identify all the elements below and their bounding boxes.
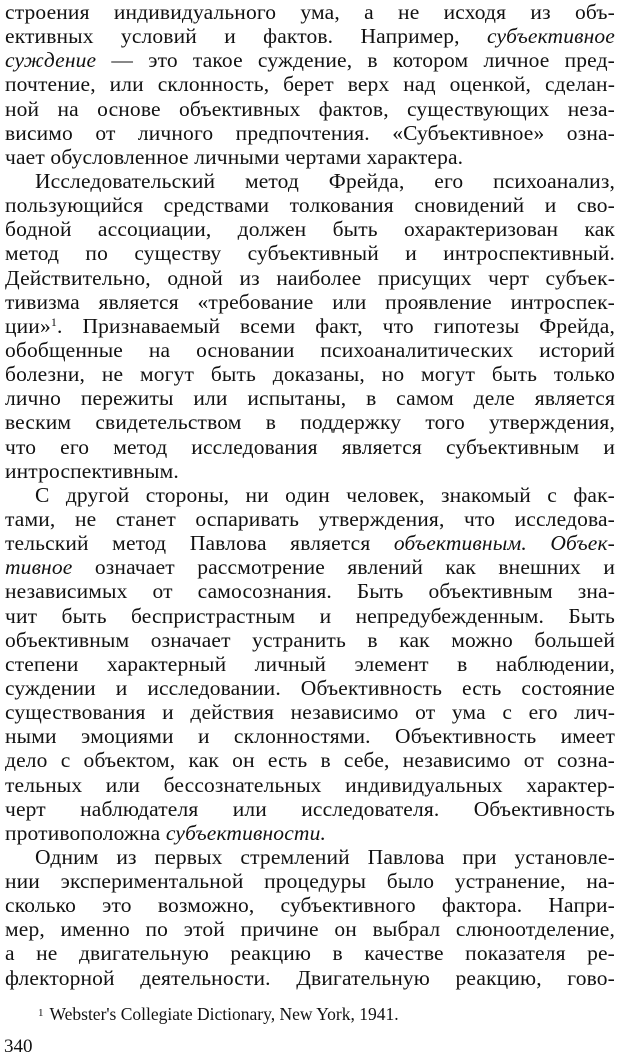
text-run: ной на основе объективных фактов, существующих неза- [5, 96, 615, 121]
text-run: что его метод исследования является субъективным и [5, 434, 615, 459]
footnote [38, 1002, 399, 1025]
text-line [5, 435, 615, 459]
text-run: . Признаваемый всеми факт, что гипотезы Фрейда, [57, 313, 615, 338]
text-line [5, 97, 615, 121]
text-line [5, 386, 615, 410]
text-run: нии экспериментальной процедуры было устранение, на- [5, 869, 615, 894]
text-line [5, 241, 615, 265]
text-line [5, 410, 615, 434]
italic-term: тивное [5, 555, 73, 580]
text-run: тельский метод Павлова является [5, 531, 394, 556]
text-line [5, 48, 615, 72]
text-run: обобщенные на основании психоаналитических историй [5, 337, 615, 362]
text-run: бодной ассоциации, должен быть охарактеризован как [5, 217, 615, 242]
text-line [5, 773, 615, 797]
text-line [5, 869, 615, 893]
text-line [5, 676, 615, 700]
text-run: болезни, не могут быть доказаны, но могут быть только [5, 362, 615, 387]
text-run: метод по существу субъективный и интроспективный. [5, 241, 615, 266]
text-line [5, 555, 615, 579]
text-run: ции» [5, 313, 51, 338]
text-line [5, 314, 615, 338]
text-run: означает рассмотрение явлений как внешних и [72, 555, 615, 580]
text-run: веским свидетельством в поддержку того утверждения, [5, 410, 615, 435]
text-line [5, 24, 615, 48]
footnote-text: Webster's Collegiate Dictionary, New York, 1941. [49, 1004, 399, 1024]
text-line [5, 459, 615, 483]
italic-term: субъективности. [165, 820, 326, 845]
text-line [5, 941, 615, 965]
text-line [5, 652, 615, 676]
text-run: черт наблюдателя или исследователя. Объективность [5, 796, 615, 821]
text-run: почтение, или склонность, берет верх над оценкой, сделан- [5, 72, 615, 97]
text-line [5, 579, 615, 603]
text-run: суждении и исследовании. Объективность есть состояние [5, 675, 615, 700]
text-line [5, 266, 615, 290]
footnote-reference: 1 [50, 314, 58, 329]
text-line [5, 917, 615, 941]
text-line [5, 290, 615, 314]
text-run: Действительно, одной из наиболее присущих черт субъек- [5, 265, 615, 290]
text-line [5, 169, 615, 193]
text-line [5, 362, 615, 386]
text-run: тивизма является «требование или проявление интроспек- [5, 289, 615, 314]
text-line [5, 797, 615, 821]
text-line [5, 483, 615, 507]
text-run: объективным означает устранить в как можно большей [5, 627, 615, 652]
text-run: тельных или бессознательных индивидуальных характер- [5, 772, 615, 797]
text-line [5, 72, 615, 96]
text-run: сколько это возможно, субъективного фактора. Напри- [5, 893, 615, 918]
text-line [5, 121, 615, 145]
text-line [5, 193, 615, 217]
text-line [5, 700, 615, 724]
text-run: противоположна [5, 820, 166, 845]
text-line [5, 628, 615, 652]
text-run: ективных условий и фактов. Например, [5, 24, 487, 49]
text-run: Исследовательский метод Фрейда, его психоанализ, [35, 168, 615, 193]
text-run: тами, не станет оспаривать утверждения, что исследова- [5, 506, 615, 531]
text-run: интроспективным. [5, 458, 179, 483]
text-line [5, 724, 615, 748]
body-text [5, 0, 615, 990]
text-run: висимо от личного предпочтения. «Субъективное» озна- [5, 120, 615, 145]
text-run: ными эмоциями и склонностями. Объективность имеет [5, 724, 615, 749]
text-run: существования и действия независимо от ума с его лич- [5, 700, 615, 725]
text-run: чит быть беспристрастным и непредубежденным. Быть [5, 603, 615, 628]
text-line [5, 893, 615, 917]
footnote-marker: 1 [38, 1007, 44, 1019]
text-run: строения индивидуального ума, а не исходя из объ- [5, 0, 615, 24]
italic-term: объективным. Объек- [393, 531, 615, 556]
text-run: чает обусловленное личными чертами характера. [5, 144, 464, 169]
text-run: пользующийся средствами толкования сновидений и сво- [5, 193, 615, 218]
text-run: а не двигательную реакцию в качестве показателя ре- [5, 941, 615, 966]
text-run: лично пережиты или испытаны, в самом деле является [5, 386, 615, 411]
text-line [5, 217, 615, 241]
text-run: дело с объектом, как он есть в себе, независимо от созна- [5, 748, 615, 773]
text-line [5, 145, 615, 169]
text-run: С другой стороны, ни один человек, знакомый с фак- [35, 482, 615, 507]
text-run: — это такое суждение, в котором личное пред- [96, 48, 615, 73]
text-run: Одним из первых стремлений Павлова при установле- [35, 844, 615, 869]
text-line [5, 338, 615, 362]
page-number: 340 [4, 1036, 33, 1057]
text-run: независимых от самосознания. Быть объективным зна- [5, 579, 615, 604]
text-line [5, 0, 615, 24]
text-run: степени характерный личный элемент в наблюдении, [5, 651, 615, 676]
text-line [5, 604, 615, 628]
text-line [5, 966, 615, 990]
text-line [5, 748, 615, 772]
text-run: мер, именно по этой причине он выбрал слюноотделение, [5, 917, 615, 942]
text-line [5, 531, 615, 555]
text-line [5, 821, 615, 845]
text-line [5, 507, 615, 531]
text-run: флекторной деятельности. Двигательную реакцию, гово- [5, 965, 615, 990]
text-line [5, 845, 615, 869]
italic-term: субъективное [486, 24, 615, 49]
italic-term: суждение [5, 48, 97, 73]
